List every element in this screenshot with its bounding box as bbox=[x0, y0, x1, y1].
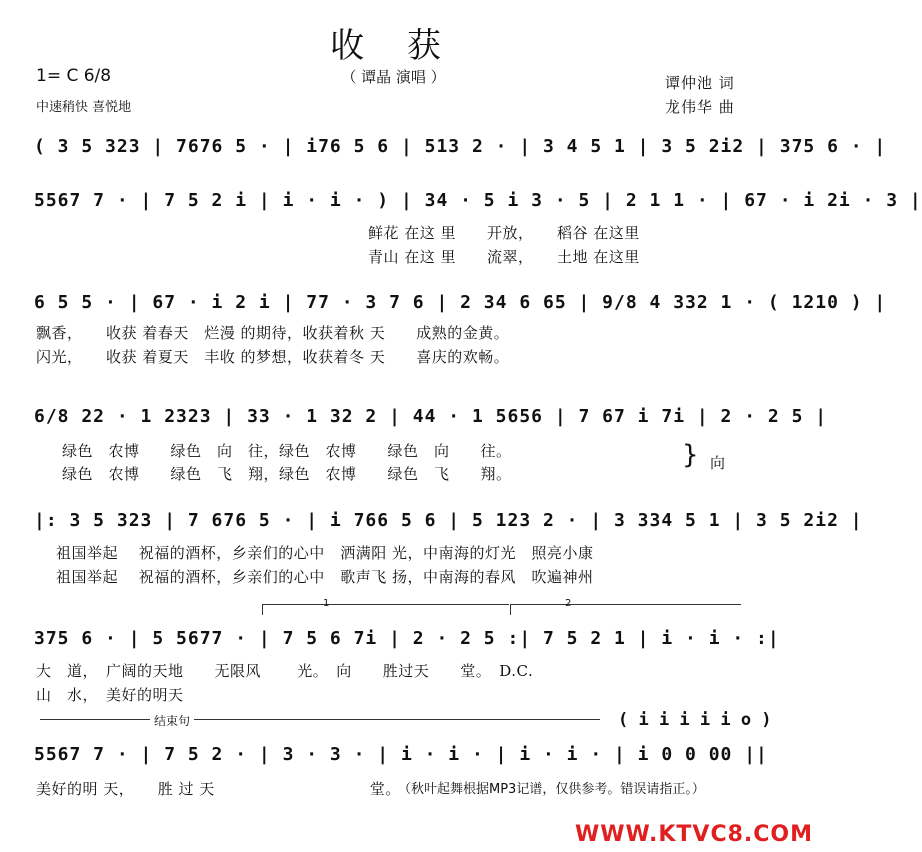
ending-label: 结束句 bbox=[150, 712, 194, 729]
lyric-line-4b: 绿色 农博 绿色 飞 翔，绿色 农博 绿色 飞 翔。 bbox=[62, 465, 512, 483]
score-line-1: ( 3 5 323 | 7676 5 · | i76 5 6 | 513 2 · | 3 4 5 1 | 3 5 2i2 | 375 6 · | bbox=[34, 136, 887, 157]
lyric-line-6b: 山 水， 美好的明天 bbox=[36, 686, 184, 704]
lyric-line-2b: 青山 在这 里 流翠， 土地 在这里 bbox=[368, 248, 640, 266]
score-line-7: 5567 7 · | 7 5 2 · | 3 · 3 · | i · i · | i · i · | i 0 0 00 || bbox=[34, 744, 768, 765]
watermark: WWW.KTVC8.COM bbox=[575, 822, 813, 847]
brace-symbol: } bbox=[682, 440, 699, 470]
score-line-6: 375 6 · | 5 5677 · | 7 5 6 7i | 2 · 2 5 :| 7 5 2 1 | i · i · :| bbox=[34, 628, 780, 649]
score-line-3: 6 5 5 · | 67 · i 2 i | 77 · 3 7 6 | 2 34 6 65 | 9/8 4 332 1 · ( 1210 ) | bbox=[34, 292, 887, 313]
lyric-line-2a: 鲜花 在这 里 开放， 稻谷 在这里 bbox=[368, 224, 640, 242]
lyric-line-4a: 绿色 农博 绿色 向 往，绿色 农博 绿色 向 往。 bbox=[62, 442, 512, 460]
key-signature: 1= C 6/8 bbox=[36, 66, 112, 86]
volta-bracket-1 bbox=[262, 604, 509, 615]
coda-notation: ( i i i i i o ) bbox=[618, 710, 772, 730]
lyric-line-7: 美好的明 天， 胜 过 天 堂。 bbox=[36, 780, 401, 798]
lyricist: 谭仲池 词 bbox=[665, 74, 735, 92]
score-line-5: |: 3 5 323 | 7 676 5 · | i 766 5 6 | 5 123 2 · | 3 334 5 1 | 3 5 2i2 | bbox=[34, 510, 863, 531]
performer: （ 谭晶 演唱 ） bbox=[341, 68, 446, 86]
composer: 龙伟华 曲 bbox=[665, 98, 735, 116]
lyric-line-5b: 祖国举起 祝福的酒杯，乡亲们的心中 歌声飞 扬，中南海的春风 吹遍神州 bbox=[56, 568, 594, 586]
volta-number-2: 2 bbox=[565, 598, 572, 609]
score-line-4: 6/8 22 · 1 2323 | 33 · 1 32 2 | 44 · 1 5656 | 7 67 i 7i | 2 · 2 5 | bbox=[34, 406, 828, 427]
tempo-marking: 中速稍快 喜悦地 bbox=[36, 100, 132, 115]
ending-rule bbox=[40, 719, 600, 720]
lyric-line-5a: 祖国举起 祝福的酒杯，乡亲们的心中 洒满阳 光，中南海的灯光 照亮小康 bbox=[56, 544, 594, 562]
lyric-line-6a: 大 道， 广阔的天地 无限风 光。 向 胜过天 堂。 D.C. bbox=[36, 662, 534, 680]
volta-number-1: 1 bbox=[323, 598, 330, 609]
lyric-line-3a: 飘香， 收获 着春天 烂漫 的期待，收获着秋 天 成熟的金黄。 bbox=[36, 324, 510, 342]
lyric-line-3b: 闪光， 收获 着夏天 丰收 的梦想，收获着冬 天 喜庆的欢畅。 bbox=[36, 348, 510, 366]
lyric-line-4-right: 向 bbox=[710, 454, 726, 472]
transcription-note: （秋叶起舞根据MP3记谱，仅供参考。错误请指正。） bbox=[398, 782, 705, 797]
score-line-2: 5567 7 · | 7 5 2 i | i · i · ) | 34 · 5 i 3 · 5 | 2 1 1 · | 67 · i 2i · 3 | bbox=[34, 190, 922, 211]
volta-bracket-2 bbox=[510, 604, 741, 615]
page-title: 收 获 bbox=[330, 26, 457, 66]
